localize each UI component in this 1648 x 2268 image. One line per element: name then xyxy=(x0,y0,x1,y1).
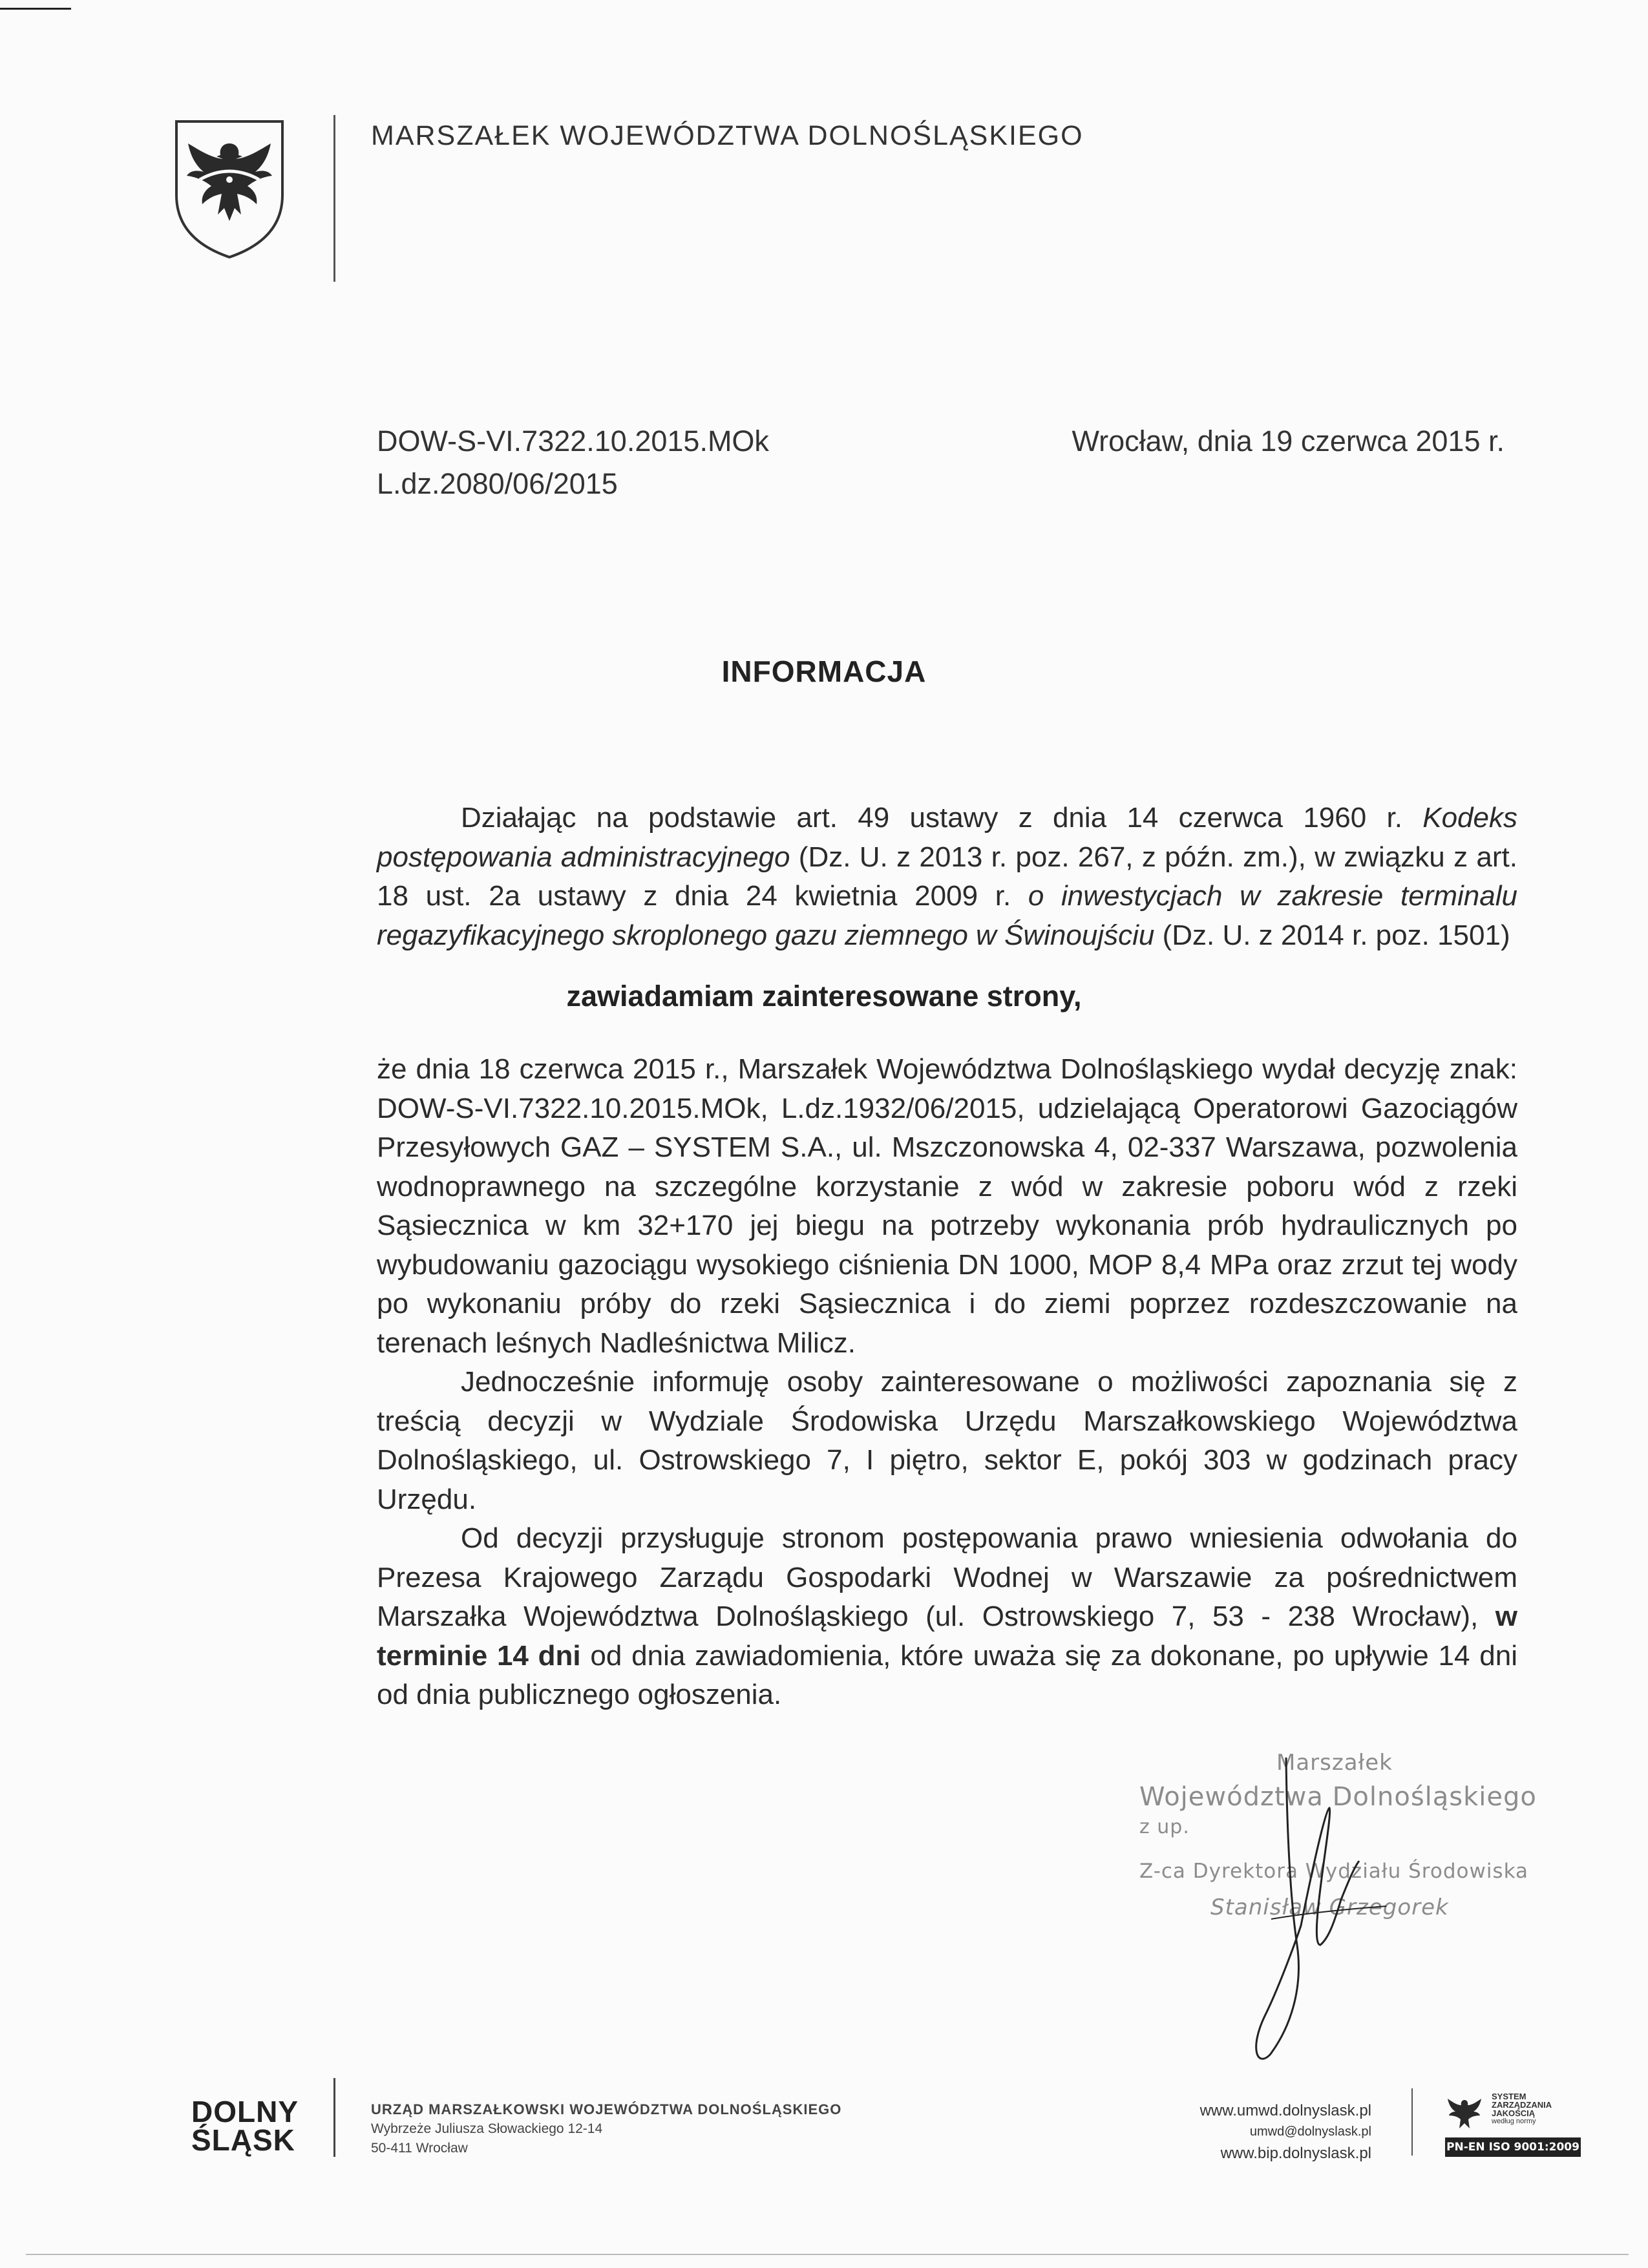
scan-corner-mark xyxy=(0,8,71,10)
footer-bip-link[interactable]: www.bip.dolnyslask.pl xyxy=(1220,2145,1371,2162)
logo-line-2: ŚLĄSK xyxy=(191,2123,295,2157)
place-date: Wrocław, dnia 19 czerwca 2015 r. xyxy=(1072,425,1505,457)
decision-paragraph xyxy=(377,1050,1517,1715)
intro-text-2: (Dz. U. z 2013 r. poz. 267, z późn. zm.), w związku z art. 18 ust. 2a ustawy z dnia 24 kwietnia 2009 r. xyxy=(377,841,1517,912)
header-divider xyxy=(333,115,335,282)
footer-street: Wybrzeże Juliusza Słowackiego 12-14 xyxy=(371,2121,603,2136)
quality-line-3: JAKOŚCIĄ xyxy=(1492,2108,1536,2118)
office-title: MARSZAŁEK WOJEWÓDZTWA DOLNOŚLĄSKIEGO xyxy=(371,120,1084,151)
handwritten-signature xyxy=(1128,1732,1548,2081)
iso-badge: PN-EN ISO 9001:2009 xyxy=(1445,2137,1581,2157)
appeal-deadline: w terminie 14 dni xyxy=(377,1601,1517,1672)
quality-text xyxy=(1492,2092,1552,2126)
appeal-paragraph xyxy=(377,1519,1517,1715)
footer-web-link[interactable]: www.umwd.dolnyslask.pl xyxy=(1199,2102,1371,2119)
stamp-line-3: z up. xyxy=(1139,1816,1190,1838)
reference-ldz: L.dz.2080/06/2015 xyxy=(377,467,618,500)
quality-line-2: ZARZĄDZANIA xyxy=(1492,2100,1552,2110)
eagle-crest-icon xyxy=(171,118,288,261)
footer-city: 50-411 Wrocław xyxy=(371,2141,468,2156)
footer-contacts xyxy=(1200,2100,1371,2164)
footer-email-link[interactable]: umwd@dolnyslask.pl xyxy=(1249,2125,1371,2139)
footer-org: URZĄD MARSZAŁKOWSKI WOJEWÓDZTWA DOLNOŚLĄSKIEGO xyxy=(371,2101,842,2117)
scan-bottom-line xyxy=(26,2254,1629,2255)
appeal-text-1: Od decyzji przysługuje stronom postępowania prawo wniesienia odwołania do Prezesa Krajowego Zarządu Gospodarki Wodnej w Warszawie za pośrednictwem Marszałka Województwa Dolnośląskiego (ul. Ostrowskiego 7, 53 - 238 Wrocław), xyxy=(377,1522,1517,1632)
signature-stamp xyxy=(1128,1732,1548,2081)
footer-address xyxy=(371,2100,841,2158)
document-title: INFORMACJA xyxy=(721,655,927,688)
appeal-text-2: od dnia zawiadomienia, które uważa się za dokonane, po upływie 14 dni od dnia publicznego ogłoszenia. xyxy=(377,1639,1517,1710)
intro-text-1: Działając na podstawie art. 49 ustawy z dnia 14 czerwca 1960 r. xyxy=(461,802,1423,834)
footer-divider xyxy=(333,2078,335,2157)
intro-text-3: (Dz. U. z 2014 r. poz. 1501) xyxy=(1154,919,1510,951)
footer-divider-2 xyxy=(1411,2088,1413,2156)
notice-line: zawiadamiam zainteresowane strony, xyxy=(566,980,1082,1013)
stamp-line-2: Województwa Dolnośląskiego xyxy=(1139,1782,1537,1812)
reference-block xyxy=(377,420,769,505)
dolny-slask-logo xyxy=(191,2095,299,2157)
small-eagle-icon xyxy=(1445,2095,1484,2131)
decision-text: że dnia 18 czerwca 2015 r., Marszałek Województwa Dolnośląskiego wydał decyzję znak: DOW-S-VI.7322.10.2015.MOk, L.dz.1932/06/2015, udzielającą Operatorowi Gazociągów Przesyłowych GAZ – SYSTEM S.A., ul. Mszczonowska 4, 02-337 Warszawa, pozwolenia wodnoprawnego na szczególne korzystanie z wód w zakresie poboru wód z rzeki Sąsiecznica w km 32+170 jej biegu na potrzeby wykonania prób hydraulicznych po wybudowaniu gazociągu wysokiego ciśnienia DN 1000, MOP 8,4 MPa oraz zrzut tej wody po wykonaniu próby do rzeki Sąsiecznica i do ziemi poprzez rozdeszczowanie na terenach leśnych Nadleśnictwa Milicz. xyxy=(377,1053,1517,1359)
stamp-line-1: Marszałek xyxy=(1276,1750,1393,1776)
quality-line-4: według normy xyxy=(1492,2117,1536,2125)
stamp-line-4: Z-ca Dyrektora Wydziału Środowiska xyxy=(1139,1860,1528,1883)
intro-act-title-2: o inwestycjach w zakresie terminalu regazyfikacyjnego skroplonego gazu ziemnego w Świnoujściu xyxy=(377,880,1517,951)
logo-line-1: DOLNY xyxy=(191,2095,299,2128)
quality-certificate xyxy=(1445,2092,1584,2157)
info-text: Jednocześnie informuję osoby zainteresowane o możliwości zapoznania się z treścią decyzji w Wydziale Środowiska Urzędu Marszałkowskiego Województwa Dolnośląskiego, ul. Ostrowskiego 7, I piętro, sektor E, pokój 303 w godzinach pracy Urzędu. xyxy=(377,1366,1517,1515)
stamp-line-5: Stanisław Grzegorek xyxy=(1210,1895,1449,1920)
quality-line-1: SYSTEM xyxy=(1492,2092,1527,2101)
intro-act-title: Kodeks postępowania administracyjnego xyxy=(377,802,1517,873)
intro-paragraph xyxy=(377,799,1517,955)
reference-sign: DOW-S-VI.7322.10.2015.MOk xyxy=(377,425,769,457)
